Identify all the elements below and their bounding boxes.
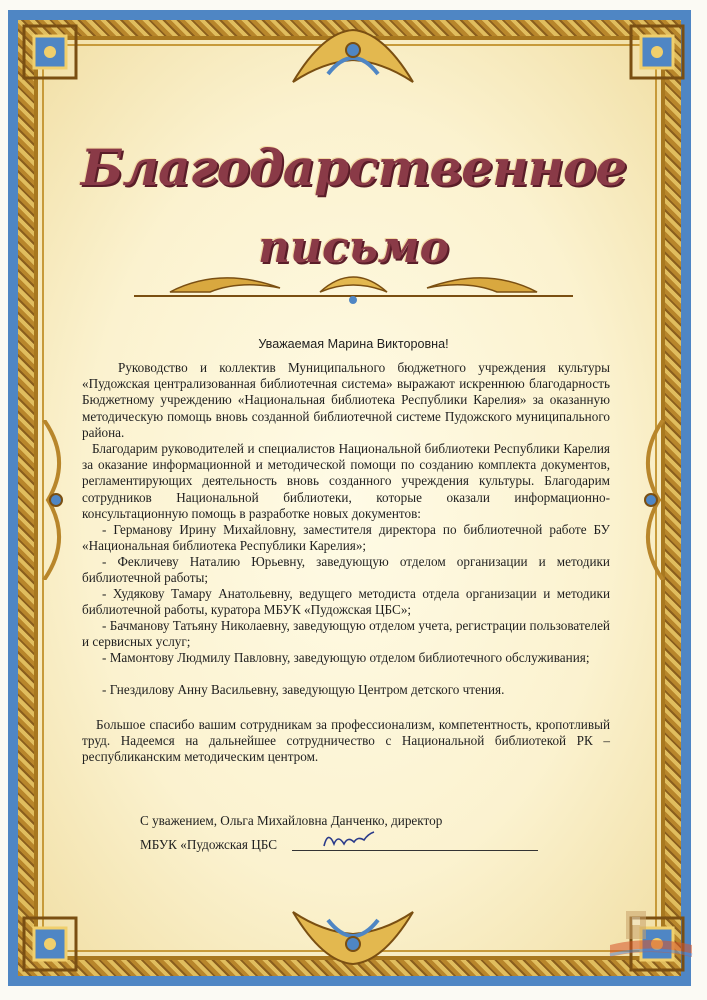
corner-ornament-icon xyxy=(20,914,80,974)
list-item: - Фекличеву Наталию Юрьевну, заведующую отделом организации и методики библиотечной работы; xyxy=(82,554,610,586)
greeting: Уважаемая Марина Викторовна! xyxy=(258,337,449,351)
right-side-ornament-icon xyxy=(631,420,671,580)
bottom-crest-ornament-icon xyxy=(283,902,423,972)
top-crest-ornament-icon xyxy=(283,22,423,92)
list-item: - Худякову Тамару Анатольевну, ведущего методиста отдела организации и методики библиотечной работы, куратора МБУК «Пудожская ЦБС»; xyxy=(82,586,610,618)
list-item: - Бачманову Татьяну Николаевну, заведующую отделом учета, регистрации пользователей и сервисных услуг; xyxy=(82,618,610,650)
paragraph-3: Большое спасибо вашим сотрудникам за профессионализм, компетентность, кропотливый труд. Надеемся на дальнейшее сотрудничество с Национальной библиотекой РК – республиканским методическим центром. xyxy=(82,717,610,765)
certificate-title-line1: Благодарственное xyxy=(80,138,627,197)
list-item: - Германову Ирину Михайловну, заместителя директора по библиотечной работе БУ «Национальная библиотека Республики Карелия»; xyxy=(82,522,610,554)
handwritten-signature-icon xyxy=(318,826,378,852)
certificate-title-line2: письмо xyxy=(258,222,449,273)
title-divider-ornament-icon xyxy=(130,262,577,310)
signature-line-1: С уважением, Ольга Михайловна Данченко, директор xyxy=(140,813,443,828)
corner-ornament-icon xyxy=(627,22,687,82)
watermark-logo-icon xyxy=(604,905,698,967)
corner-ornament-icon xyxy=(20,22,80,82)
paragraph-1: Руководство и коллектив Муниципального бюджетного учреждения культуры «Пудожская централизованная библиотечная система» выражают искреннюю благодарность Бюджетному учреждению «Национальная библиотека Республики Карелия» за оказанную методическую помощь вновь созданной библиотечной системе Пудожского муниципального района. xyxy=(82,360,610,440)
signature-line-2: МБУК «Пудожская ЦБС xyxy=(140,837,278,852)
list-item: - Гнездилову Анну Васильевну, заведующую Центром детского чтения. xyxy=(102,682,505,697)
paragraph-2: Благодарим руководителей и специалистов Национальной библиотеки Республики Карелия за оказание информационной и методической помощи по созданию комплекта документов, регламентирующих деятельность вновь созданного учреждения культуры. Благодарим сотрудников Национальной библиотеки, которые оказали информационно-консультационную помощь в разработке новых документов: xyxy=(82,441,610,521)
list-item: - Мамонтову Людмилу Павловну, заведующую отделом библиотечного обслуживания; xyxy=(102,650,590,665)
left-side-ornament-icon xyxy=(36,420,76,580)
